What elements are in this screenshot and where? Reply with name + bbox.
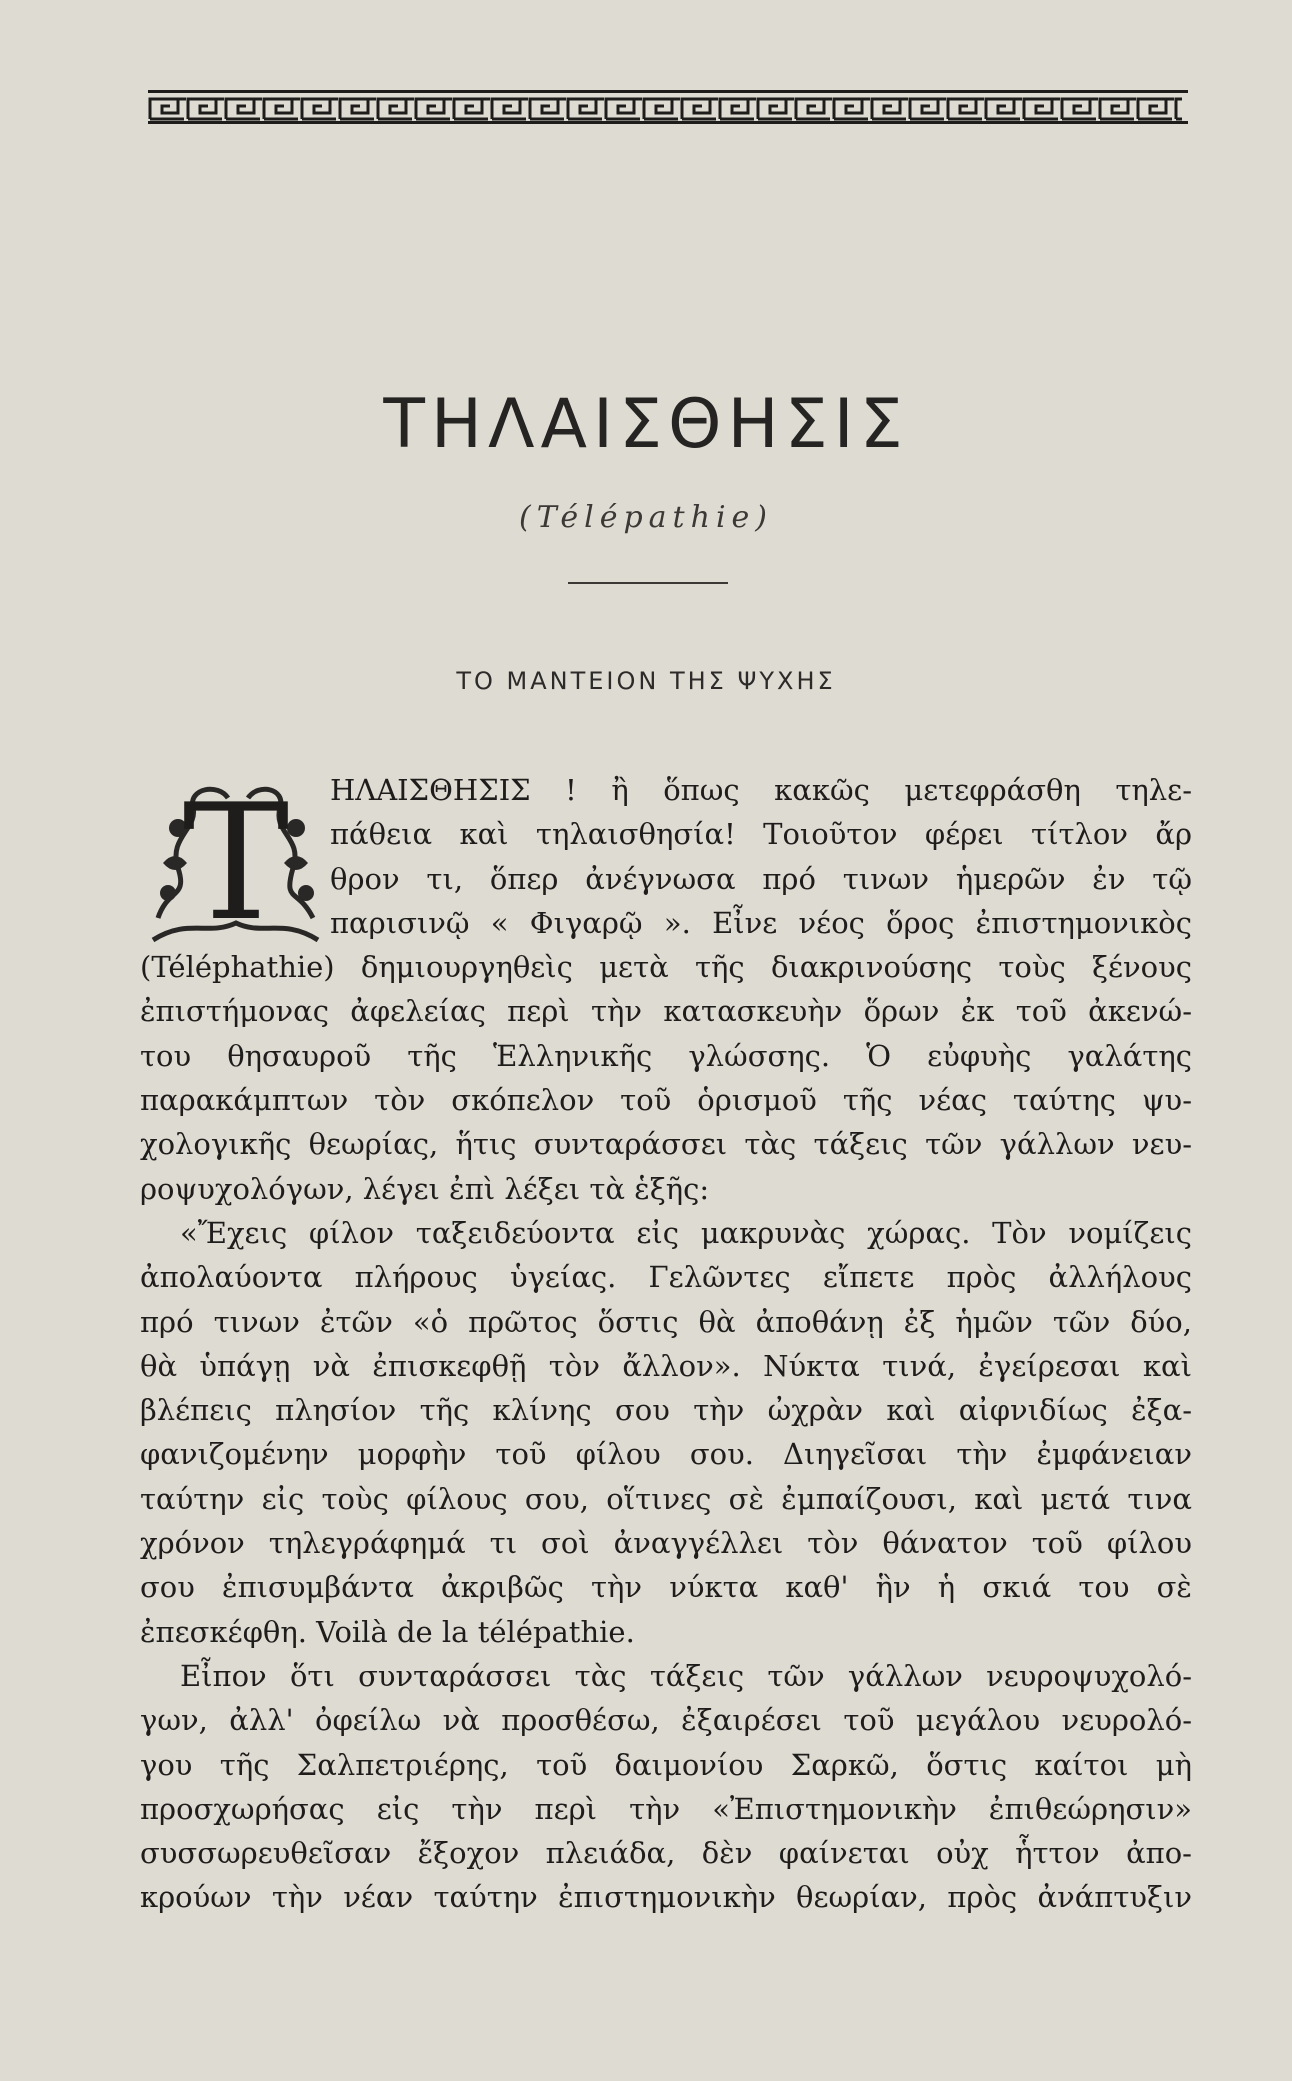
text-line: ἀπολαύοντα πλήρους ὑγείας. Γελῶντες εἴπετε πρὸς ἀλλήλους xyxy=(140,1260,1192,1295)
text-line: θὰ ὑπάγῃ νὰ ἐπισκεφθῇ τὸν ἄλλον». Νύκτα τινά, ἐγείρεσαι καὶ xyxy=(140,1348,1192,1383)
body-text xyxy=(140,768,1192,1920)
text-line: προσχωρήσας εἰς τὴν περὶ τὴν «Ἐπιστημονικὴν ἐπιθεώρησιν» xyxy=(140,1791,1192,1826)
text-line: γου τῆς Σαλπετριέρης, τοῦ δαιμονίου Σαρκῶ, ὅστις καίτοι μὴ xyxy=(140,1747,1192,1782)
text-line: χολογικῆς θεωρίας, ἥτις συνταράσσει τὰς τάξεις τῶν γάλλων νευ- xyxy=(140,1127,1192,1162)
text-line: «Ἔχεις φίλον ταξειδεύοντα εἰς μακρυνὰς χώρας. Τὸν νομίζεις xyxy=(180,1215,1192,1250)
meander-border xyxy=(148,90,1188,124)
text-line: Εἶπον ὅτι συνταράσσει τὰς τάξεις τῶν γάλλων νευροψυχολό- xyxy=(180,1658,1192,1693)
text-line: κρούων τὴν νέαν ταύτην ἐπιστημονικὴν θεωρίαν, πρὸς ἀνάπτυξιν xyxy=(140,1880,1192,1915)
text-line: παρισινῷ « Φιγαρῷ ». Εἶνε νέος ὅρος ἐπιστημονικὸς xyxy=(330,905,1192,940)
divider-rule xyxy=(568,582,728,584)
text-line: πρό τινων ἐτῶν «ὁ πρῶτος ὅστις θὰ ἀποθάνῃ ἐξ ἡμῶν τῶν δύο, xyxy=(140,1304,1192,1339)
dropcap-letter: Τ xyxy=(182,769,290,943)
text-line: ροψυχολόγων, λέγει ἐπὶ λέξει τὰ ἑξῆς: xyxy=(140,1171,710,1206)
text-line: ἐπεσκέφθη. Voilà de la télépathie. xyxy=(140,1614,635,1649)
section-heading: ΤΟ ΜΑΝΤΕΙΟΝ ΤΗΣ ΨΥΧΗΣ xyxy=(456,667,836,695)
greek-key-ornament xyxy=(148,95,1182,121)
text-line: (Téléphathie) δημιουργηθεὶς μετὰ τῆς διακρινούσης τοὺς ξένους xyxy=(140,950,1192,985)
text-line: πάθεια καὶ τηλαισθησία! Τοιοῦτον φέρει τίτλον ἄρ xyxy=(330,817,1192,852)
text-line: ΗΛΑΙΣΘΗΣΙΣ ! ἢ ὅπως κακῶς μετεφράσθη τηλε- xyxy=(330,773,1192,807)
text-line: ἐπιστήμονας ἀφελείας περὶ τὴν κατασκευὴν ὅρων ἐκ τοῦ ἀκενώ- xyxy=(140,994,1192,1029)
page-title: ΤΗΛΑΙΣΘΗΣΙΣ xyxy=(383,385,909,464)
text-line: φανιζομένην μορφὴν τοῦ φίλου σου. Διηγεῖσαι τὴν ἐμφάνειαν xyxy=(140,1437,1192,1472)
text-line: σου ἐπισυμβάντα ἀκριβῶς τὴν νύκτα καθ' ἣν ἡ σκιά του σὲ xyxy=(140,1570,1192,1605)
text-line: συσσωρευθεῖσαν ἔξοχον πλειάδα, δὲν φαίνεται οὐχ ἧττον ἀπο- xyxy=(140,1836,1192,1871)
subtitle: (Télépathie) xyxy=(518,500,773,535)
text-line: βλέπεις πλησίον τῆς κλίνης σου τὴν ὠχρὰν καὶ αἰφνιδίως ἐξα- xyxy=(140,1393,1192,1428)
text-line: γων, ἀλλ' ὀφείλω νὰ προσθέσω, ἐξαιρέσει τοῦ μεγάλου νευρολό- xyxy=(140,1703,1192,1738)
text-line: θρον τι, ὅπερ ἀνέγνωσα πρό τινων ἡμερῶν ἐν τῷ xyxy=(330,861,1192,896)
text-line: του θησαυροῦ τῆς Ἑλληνικῆς γλώσσης. Ὁ εὐφυὴς γαλάτης xyxy=(140,1038,1192,1073)
text-line: χρόνον τηλεγράφημά τι σοὶ ἀναγγέλλει τὸν θάνατον τοῦ φίλου xyxy=(140,1526,1192,1561)
text-line: ταύτην εἰς τοὺς φίλους σου, οἵτινες σὲ ἐμπαίζουσι, καὶ μετά τινα xyxy=(140,1481,1192,1516)
text-line: παρακάμπτων τὸν σκόπελον τοῦ ὁρισμοῦ τῆς νέας ταύτης ψυ- xyxy=(140,1083,1192,1118)
